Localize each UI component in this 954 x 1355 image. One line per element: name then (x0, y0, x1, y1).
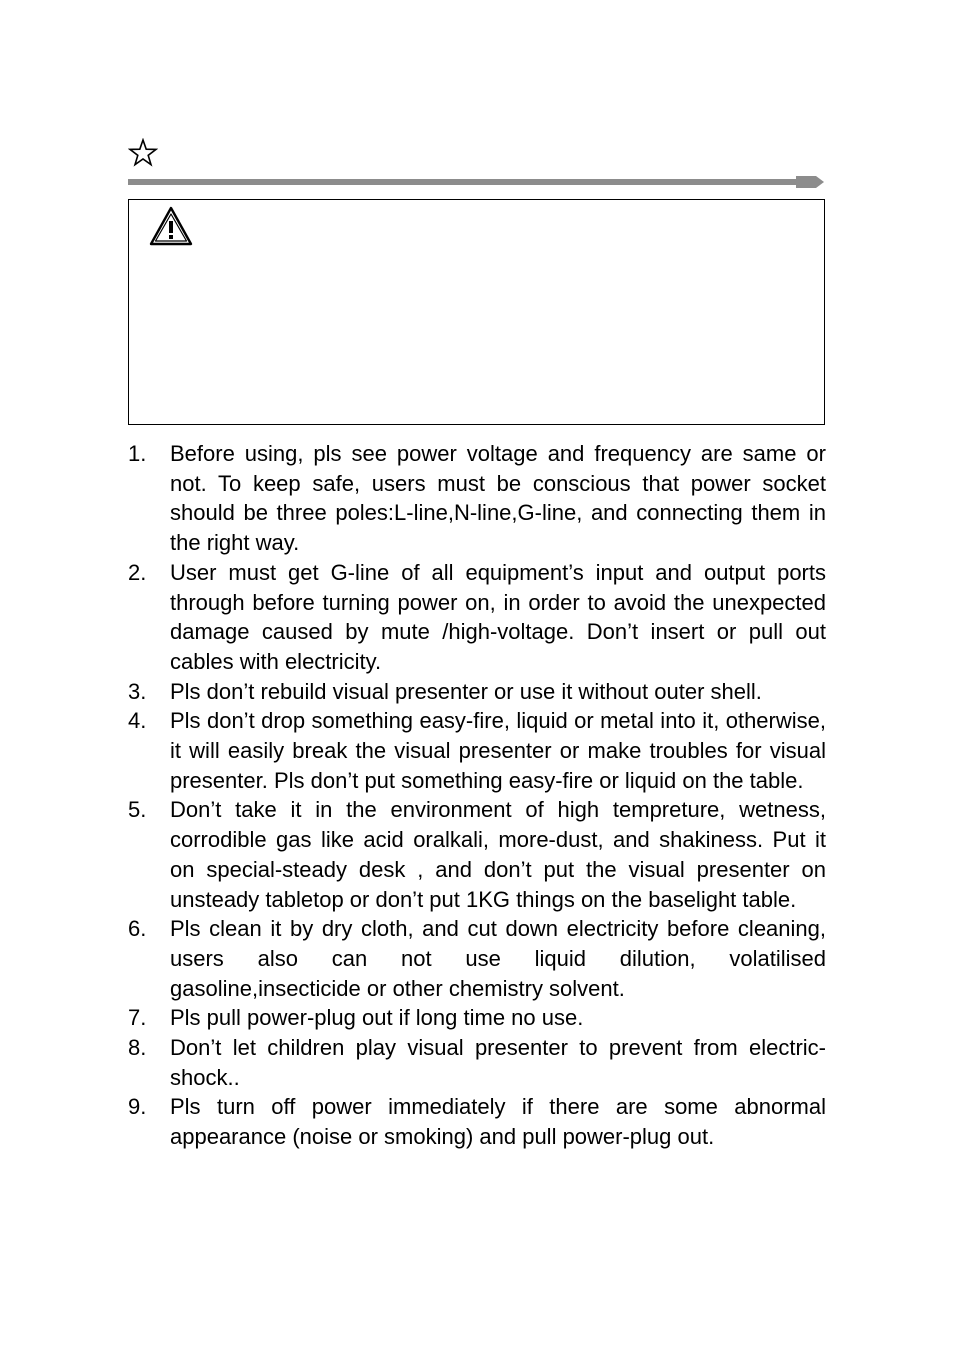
item-text: Pls pull power-plug out if long time no use. (170, 1005, 584, 1031)
item-number: 2. (128, 559, 147, 585)
list-item (128, 558, 826, 677)
item-text: Pls don’t rebuild visual presenter or use it without outer shell. (170, 678, 762, 704)
item-text: Pls turn off power immediately if there are some abnormal appearance (noise or smoking) and pull power-plug out. (170, 1094, 826, 1150)
list-item (128, 439, 826, 558)
list-item (128, 1092, 826, 1151)
item-text: Pls don’t drop something easy-fire, liquid or metal into it, otherwise, it will easily break the visual presenter or make troubles for visual presenter. Pls don’t put something easy-fire or liquid on the table. (170, 708, 826, 793)
item-number: 7. (128, 1005, 147, 1031)
item-number: 1. (128, 441, 147, 466)
warning-box (128, 199, 825, 425)
item-text: Before using, pls see power voltage and frequency are same or not. To keep safe, users must be conscious that power socket should be three poles:L-line,N-line,G-line, and connecting them in the right way. (170, 441, 826, 556)
item-number: 6. (128, 916, 147, 942)
item-text: Don’t take it in the environment of high tempreture, wetness, corrodible gas like acid oralkali, more-dust, and shakiness. Put it on special-steady desk , and don’t put the visual presenter on unsteady tabletop or don’t put 1KG things on the baselight table. (170, 797, 826, 912)
item-number: 8. (128, 1035, 147, 1061)
list-item (128, 1033, 826, 1092)
list-item (128, 1003, 826, 1033)
item-number: 4. (128, 708, 147, 734)
item-text: User must get G-line of all equipment’s input and output ports through before turning power on, in order to avoid the unexpected damage caused by mute /high-voltage. Don’t insert or pull out cables with electricity. (170, 559, 826, 674)
list-item (128, 795, 826, 914)
item-number: 9. (128, 1094, 147, 1120)
item-text: Pls clean it by dry cloth, and cut down electricity before cleaning, users also can not use liquid dilution, volatilised gasoline,insecticide or other chemistry solvent. (170, 916, 826, 1001)
item-number: 5. (128, 797, 147, 823)
safety-instructions-list (128, 439, 826, 1152)
list-item (128, 706, 826, 795)
header-divider (128, 172, 826, 192)
list-item (128, 914, 826, 1003)
star-outline-icon (128, 138, 158, 168)
item-text: Don’t let children play visual presenter to prevent from electric-shock.. (170, 1035, 826, 1090)
item-number: 3. (128, 678, 147, 704)
list-item (128, 677, 826, 707)
warning-triangle-icon (149, 206, 193, 246)
